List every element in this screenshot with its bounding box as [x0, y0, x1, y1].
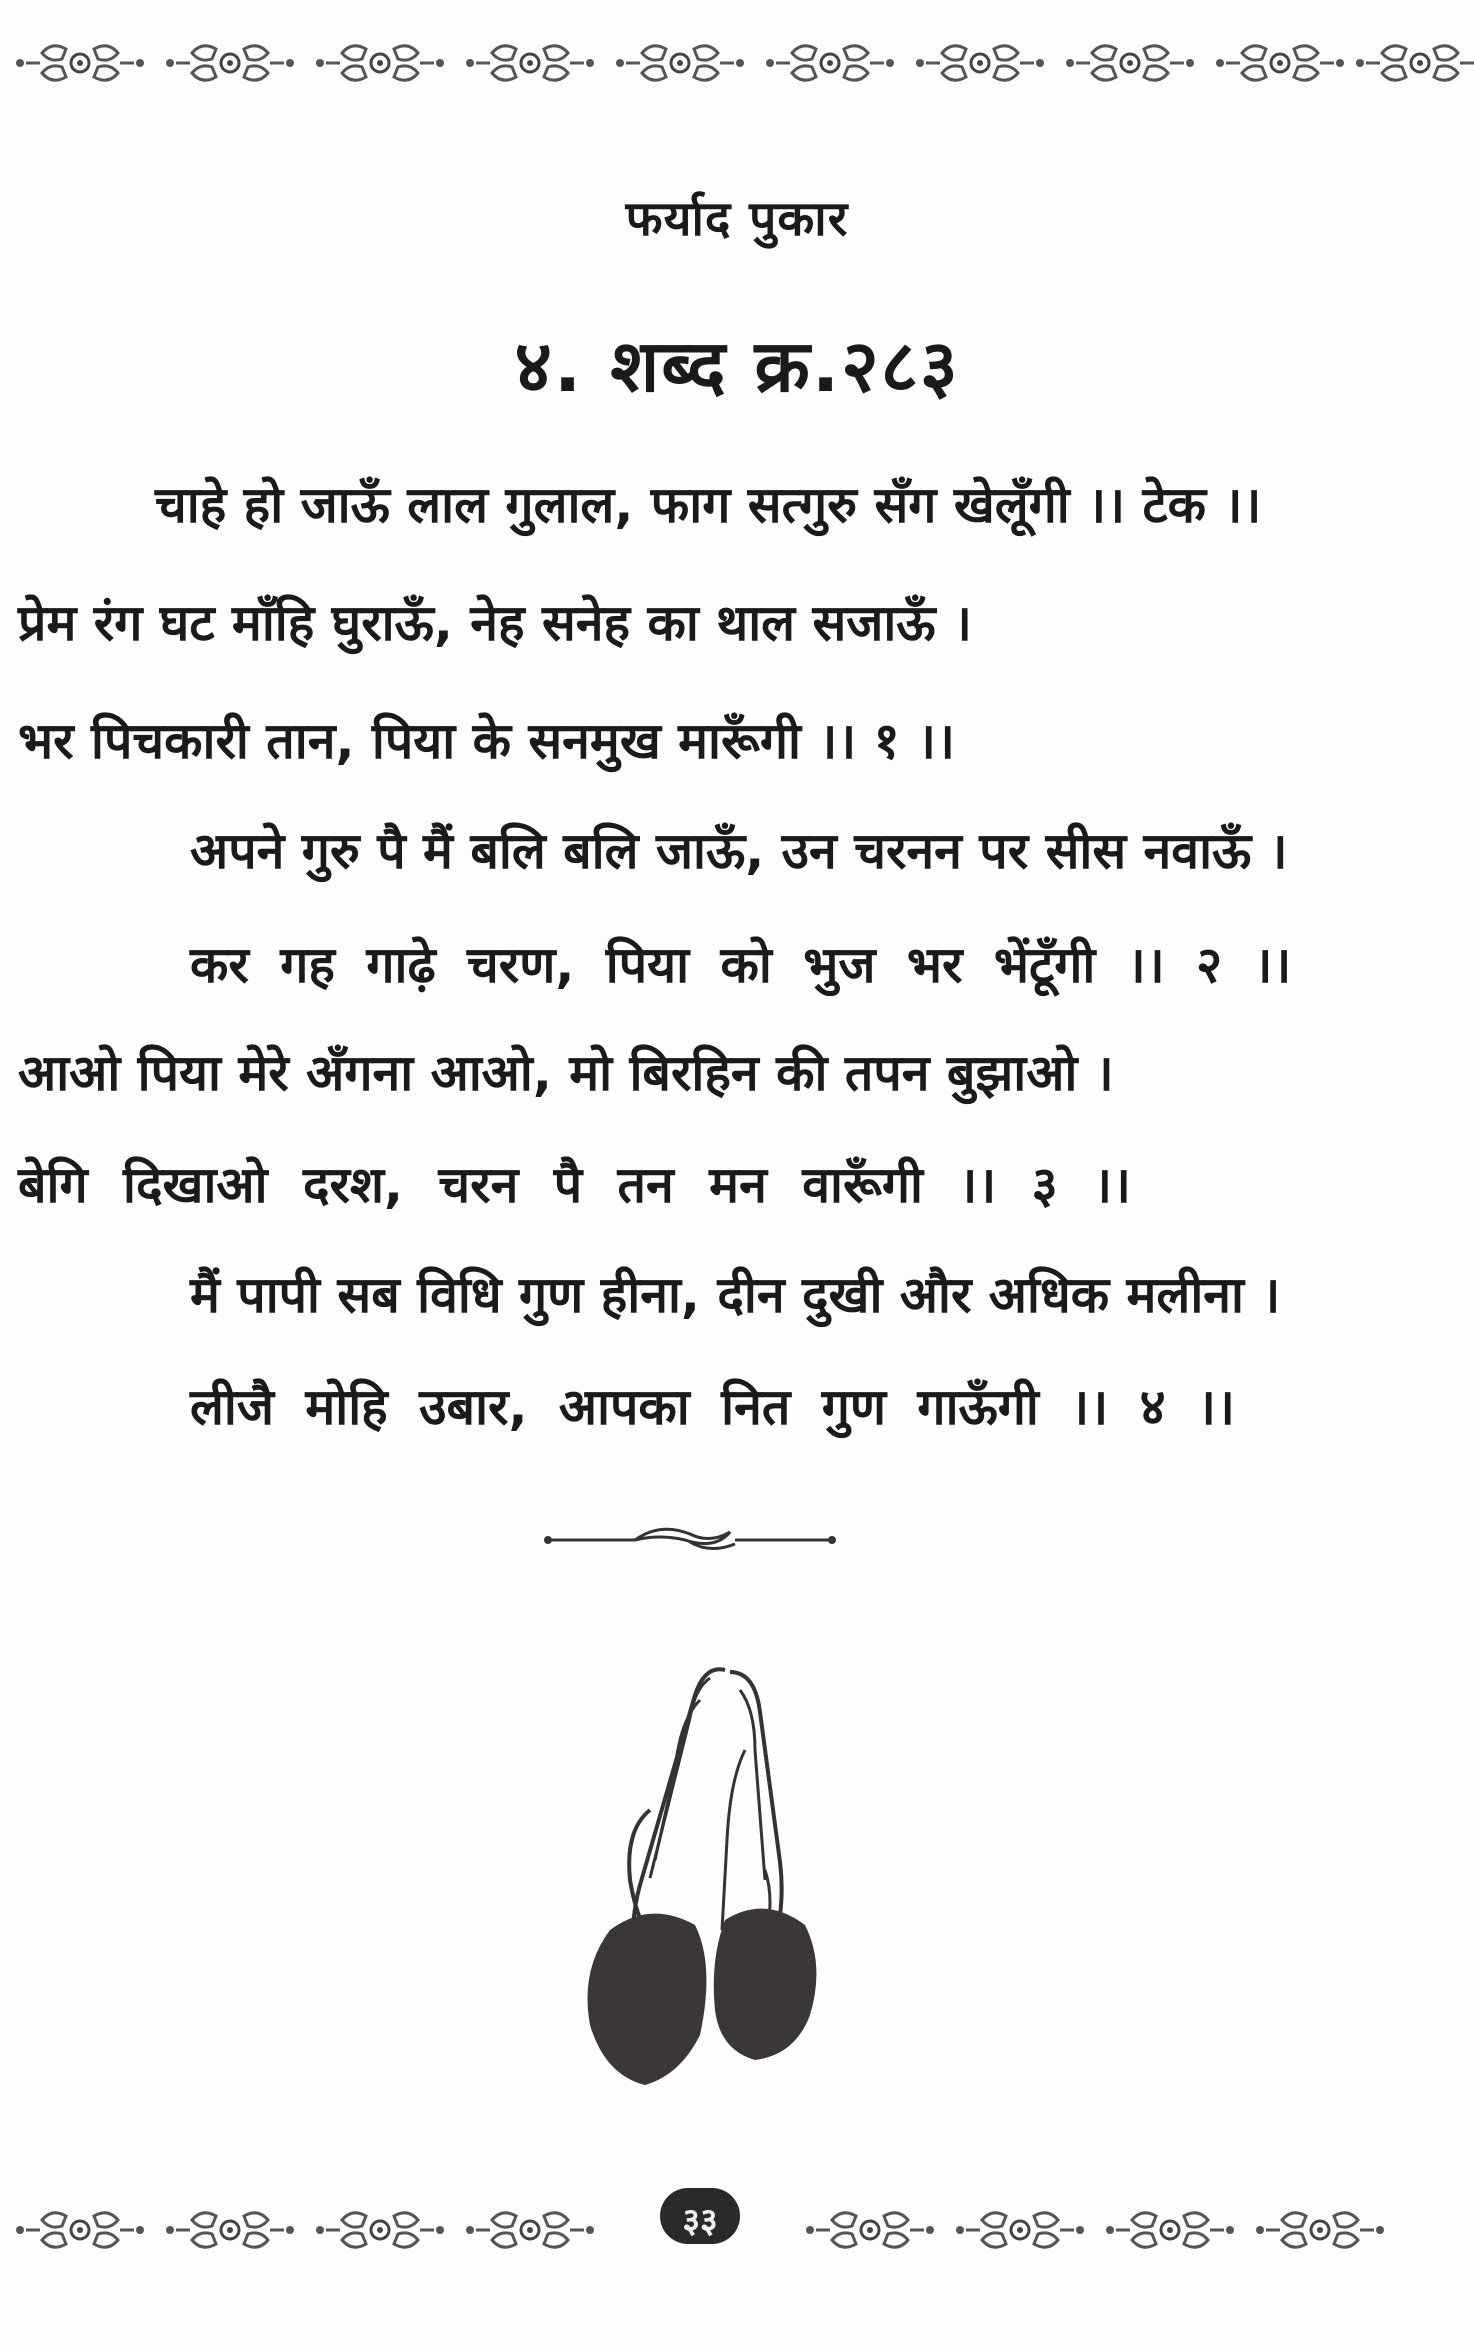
verse-line: कर गह गाढ़े चरण, पिया को भुज भर भेंटूँगी ।। २ ।। — [190, 936, 1292, 994]
page-title: ४. शब्द क्र.२८३ — [514, 324, 960, 408]
verse-line: आओ पिया मेरे अँगना आओ, मो बिरहिन की तपन बुझाओ । — [18, 1044, 1114, 1102]
flourish-divider — [540, 1520, 840, 1560]
verse-line-refrain: चाहे हो जाऊँ लाल गुलाल, फाग सत्गुरु सँग खेलूँगी ।। टेक ।। — [155, 476, 1262, 534]
page-number-badge — [660, 2188, 740, 2244]
verse-line: मैं पापी सब विधि गुण हीना, दीन दुखी और अधिक मलीना । — [190, 1266, 1281, 1324]
page-number: ३३ — [682, 2201, 718, 2241]
verse-line: अपने गुरु पै मैं बलि बलि जाऊँ, उन चरनन पर सीस नवाऊँ । — [190, 822, 1288, 880]
top-floral-border — [0, 18, 1474, 108]
verse-line: बेगि दिखाओ दरश, चरन पै तन मन वारूँगी ।। ३ ।। — [18, 1156, 1131, 1214]
folded-hands-icon — [560, 1660, 840, 2100]
section-subtitle: फर्याद पुकार — [625, 191, 849, 247]
verse-line: भर पिचकारी तान, पिया के सनमुख मारूँगी ।। १ ।। — [18, 712, 955, 770]
verse-line: प्रेम रंग घट माँहि घुराऊँ, नेह सनेह का थाल सजाऊँ । — [18, 594, 972, 652]
verse-line: लीजै मोहि उबार, आपका नित गुण गाऊँगी ।। ४ ।। — [190, 1378, 1235, 1436]
